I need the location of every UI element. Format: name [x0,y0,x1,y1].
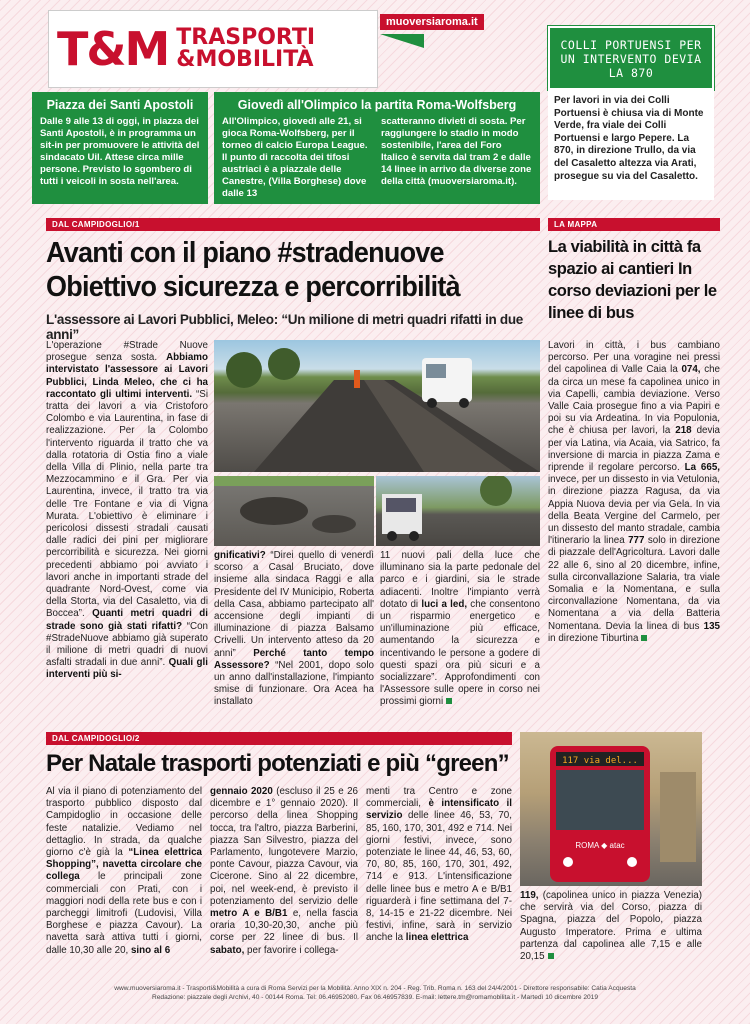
sidebar-top-body: Per lavori in via dei Colli Portuensi è chiusa via di Monte Verde, fra viale dei Colli Portuensi e largo Pepere. La 870, in direzione Trullo, da via del Casaletto altezza via Arati, prosegue su via del Casaletto. [548,90,714,200]
end-mark-icon [641,635,647,641]
site-link[interactable]: muoversiaroma.it [380,14,484,30]
end-mark-icon [446,698,452,704]
map-article-title: La viabilità in città fa spazio ai cantieri In corso deviazioni per le linee di bus [548,238,717,322]
truck-photo [376,476,540,546]
article-title: Avanti con il piano #stradenuove Obiettivo sicurezza e percorribilità [46,237,460,303]
logo-wordmark: TRASPORTI &MOBILITÀ [176,25,316,72]
sidebar-top-title: COLLI PORTUENSI PER UN INTERVENTO DEVIA LA 870 [548,26,714,90]
article-title: Per Natale trasporti potenziati e più “green” [46,750,509,777]
masthead-logo [48,10,378,88]
svg-text:ROMA ◆ atac: ROMA ◆ atac [575,841,625,850]
brief-body: Dalle 9 alle 13 di oggi, in piazza dei Santi Apostoli, è in programma un sit-in per promuovere le attività del sindacato Uil. Attese circa mille persone. Previsto lo sgombero di tutti i veicoli in sosta nell'area. [40,116,200,187]
pothole-photo [214,476,374,546]
brief-title: Piazza dei Santi Apostoli [46,98,194,112]
article-column: gnificativi? “Direi quello di venerdì scorso a Casal Bruciato, dove insieme alla sindaca Raggi e alla Presidente del IV Municipio, Roberta della Casa, abbiamo partecipato all' accensione degli impianti di illuminazione di piazza Balsamo Crivelli. Un intervento atteso da 20 anni” Perché tanto tempo Assessore? “Nel 2001, dopo solo un anno dall'installazione, l'impianto smise di funzionare. Ora Acea ha installato [214,550,374,708]
brief-title: Giovedì all'Olimpico la partita Roma-Wolfsberg [237,98,517,112]
article-column: L'operazione #Strade Nuove prosegue senza sosta. Abbiamo intervistato l'assessore ai Lavori Pubblici, Linda Meleo, che ci ha raccontato gli ultimi interventi. “Si tratta dei lavori a via Cristoforo Colombo e via Laurentina, in fase di realizzazione. Per la Colombo l'intervento riguarda il tratto che va dalla rotatoria di Ostia fino a viale della Villa di Plinio, nella parte tra Mezzocammino e il Gra. Per via Laurentina, invece, il tratto tra via delle Tre Fontane e via di Vigna Murata. L'obiettivo è eliminare i pericolosi dissesti stradali causati dalle radici dei pini per migliorare percorribilità e sicurezza. Nei giorni precedenti abbiamo poi avviato i lavori anche in importanti strade del quadrante Nord-Ovest, come via della Storta, via del Casaletto, via di Boccea”. Quanti metri quadri di strade sono già stati rifatti? “Con #StradeNuove abbiamo già superato il milione di metri quadri di nuovi asfalti stradali in due anni”. Quali gli interventi più si- [46,340,208,681]
logo-mark: T&M [57,22,169,76]
section-label: LA MAPPA [548,218,720,231]
footer: www.muoversiaroma.it - Trasporti&Mobilità a cura di Roma Servizi per la Mobilità. Anno XIX n. 204 - Reg. Trib. Roma n. 163 del 24/4/2001 - Direttore responsabile: Catia Acquesta Redazione: piazzale degli Archivi, 40 - 00144 Roma. Tel: 06.46952080. Fax 06.46957839. E-mail: lettere.tm@romamobilita.it - Martedì 10 dicembre 2019 [114,985,636,1001]
site-accent [380,34,424,48]
svg-text:117 via del...: 117 via del... [562,756,638,766]
brief-santi-apostoli [32,92,208,204]
bus-photo [520,732,702,886]
brief-col: scatteranno divieti di sosta. Per raggiungere lo stadio in modo sostenibile, l'area del Foro Italico è servita dal tram 2 e dalle 14 linee in arrivo da diverse zone della città (muoversiaroma.it). [381,116,532,187]
section-label: DAL CAMPIDOGLIO/1 [46,218,540,231]
article-column: menti tra Centro e zone commerciali, è intensificato il servizio delle linee 46, 53, 70, 85, 160, 170, 301, 492 e 714. Nei giorni festivi, invece, sono potenziate le linee 44, 46, 53, 60, 70, 80, 85, 160, 170, 301, 492, 714 e 913. L'intensificazione delle linee bus e metro A e B/B1 riguarderà i fine settimana del 7-8, 14-15 e 21-22 dicembre. Nei festivi, infine, sarà in servizio anche la linea elettrica [366,786,512,944]
road-works-photo [214,340,540,472]
end-mark-icon [548,953,554,959]
article-column: 119, (capolinea unico in piazza Venezia) che servirà via del Corso, piazza di Spagna, piazza del Popolo, piazza Augusto Imperatore. Prima e ultima partenza dal capolinea alle 7,15 e alle 20,15 [520,890,702,963]
article-column: Al via il piano di potenziamento del trasporto pubblico disposto dal Campidoglio in occasione delle feste natalizie. Vediamo nel dettaglio. In strada, da qualche giorno c'è già la “Linea elettrica Shopping”, navetta circolare che collega le principali zone commerciali con Prati, con i maggiori nodi della rete bus e con i parcheggi limitrofi (Ludovisi, Villa Borghese e piazza Cavour). La navetta sarà attiva tutti i giorni, dalle 10,30 alle 20, sino al 6 [46,786,202,956]
brief-col: All'Olimpico, giovedì alle 21, si gioca Roma-Wolfsberg, per il torneo di calcio Europa League. Il punto di raccolta dei tifosi austriaci è a piazzale delle Canestre, (Villa Borghese) dove dalle 13 [222,116,368,199]
article-subtitle: L'assessore ai Lavori Pubblici, Meleo: “Un milione di metri quadri rifatti in due anni” [46,312,524,342]
section-label: DAL CAMPIDOGLIO/2 [46,732,512,745]
article-column: 11 nuovi pali della luce che illuminano sia la parte pedonale del parco e i giardini, sia le strade adiacenti. Inoltre l'impianto verrà dotato di luci a led, che consentono un risparmio energetico e un'illuminazione più efficace, aumentando la sicurezza e incentivando le persone a godere di questi spazi ora più sicuri e a socializzare”. Approfondimenti con l'Assessore sulle opere in corso nei prossimi giorni [380,550,540,708]
map-article-body: Lavori in città, i bus cambiano percorso. Per una voragine nei pressi del capolinea di Valle Caia la 074, che da circa un mese fa capolinea unico in via Capelli, cambia deviazione. Verso Valle Caia prosegue fino a via Papiri e poi su via Ardeatina. In via Populonia, che è chiusa per lavori, la 218 devia per via Latina, via Acaia, via Satrico, fa inversione di marcia in piazza Zama e riprende il regolare percorso. La 665, invece, per un dissesto in via Vetulonia, in direzione piazza Ragusa, da via Appia Nuova devia per via Gela. In via della Beata Vergine del Carmelo, per un dissesto del manto stradale, cambia l'itinerario la linea 777 solo in direzione di piazzale dell'Agricoltura. Lavori dalle 22 alle 6, sino al 20 dicembre, infine, sulla circonvallazione Salaria, tra viale Somalia e la Nomentana, e sulla circonvallazione Nomentana, da via Nomentana a via della Batteria Nomentana. Devia la linea di bus 135 in direzione Tiburtina [548,340,720,644]
brief-olimpico [214,92,540,204]
article-column: gennaio 2020 (escluso il 25 e 26 dicembre e 1° gennaio 2020). Il percorso della linea Shopping tocca, tra l'altro, piazza Barberini, piazza San Silvestro, piazza del Parlamento, lungotevere Marzio, ponte Cavour, piazza Cavour, via Cicerone. Sino al 22 dicembre, poi, nel week-end, è previsto il potenziamento del servizio delle metro A e B/B1 e, nella fascia oraria 10,30-20,30, anche più corse per 22 linee di bus. Il sabato, per favorire i collega- [210,786,358,956]
